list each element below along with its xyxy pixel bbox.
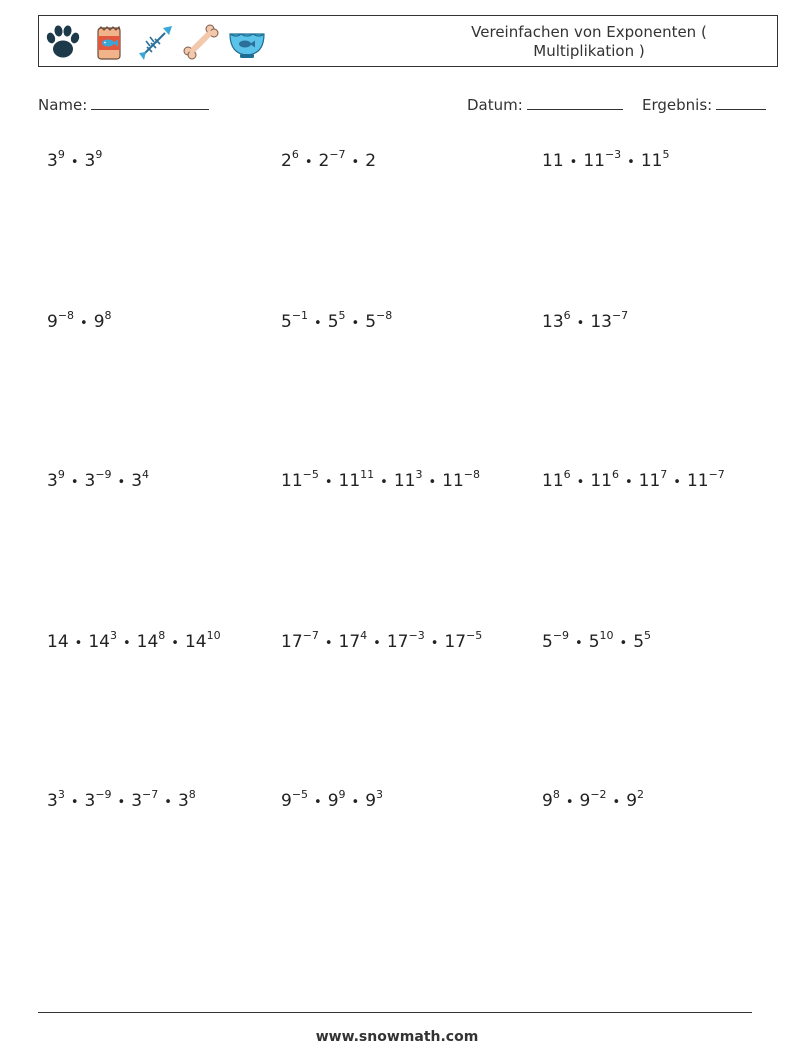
- base: 3: [131, 471, 143, 491]
- base: 3: [47, 151, 58, 171]
- exponent: −8: [57, 309, 75, 323]
- multiply-operator: •: [576, 316, 585, 331]
- base: 9: [542, 791, 553, 811]
- exponent: 2: [637, 788, 645, 802]
- problem-4: [47, 309, 112, 334]
- base: 9: [579, 791, 591, 811]
- problem-1: [47, 148, 103, 173]
- base: 9: [47, 312, 58, 332]
- power-term: [47, 468, 65, 491]
- base: 5: [542, 632, 553, 652]
- exponent: −9: [95, 788, 112, 802]
- exponent: 8: [158, 629, 166, 643]
- exponent: −7: [302, 629, 319, 643]
- base: 9: [93, 312, 105, 332]
- base: 14: [184, 632, 207, 652]
- power-term: [686, 468, 725, 491]
- multiply-operator: •: [351, 155, 360, 170]
- power-term: [638, 468, 668, 491]
- power-term: [365, 151, 376, 171]
- base: 2: [281, 151, 292, 171]
- multiply-operator: •: [624, 475, 633, 490]
- power-term: [327, 788, 346, 811]
- exponent: 9: [57, 468, 65, 482]
- exponent: −7: [708, 468, 725, 482]
- power-term: [47, 148, 65, 171]
- power-term: [338, 468, 375, 491]
- power-term: [84, 468, 112, 491]
- base: 11: [583, 151, 605, 171]
- exponent: 3: [109, 629, 117, 643]
- problem-6: [542, 309, 629, 334]
- footer-url: www.snowmath.com: [315, 1029, 479, 1045]
- multiply-operator: •: [117, 475, 126, 490]
- problem-14: [281, 788, 384, 813]
- power-term: [177, 788, 196, 811]
- base: 3: [177, 791, 189, 811]
- power-term: [131, 788, 159, 811]
- base: 5: [633, 632, 645, 652]
- exponent: −1: [291, 309, 309, 323]
- bone-icon: [181, 22, 221, 62]
- base: 17: [386, 632, 409, 652]
- base: 11: [338, 471, 361, 491]
- exponent: 10: [206, 629, 221, 643]
- base: 3: [47, 791, 58, 811]
- power-term: [93, 309, 112, 332]
- result-field: [642, 94, 766, 115]
- power-term: [281, 788, 309, 811]
- multiply-operator: •: [569, 155, 578, 170]
- name-blank: [91, 94, 209, 110]
- base: 13: [590, 312, 612, 332]
- multiply-operator: •: [314, 795, 322, 810]
- multiply-operator: •: [565, 795, 574, 810]
- base: 9: [327, 791, 339, 811]
- multiply-operator: •: [74, 636, 83, 651]
- power-term: [84, 148, 103, 171]
- base: 5: [281, 312, 292, 332]
- exponent: 6: [563, 468, 571, 482]
- base: 17: [281, 632, 303, 652]
- power-term: [626, 788, 645, 811]
- multiply-operator: •: [373, 636, 381, 651]
- power-term: [444, 629, 483, 652]
- power-term: [590, 309, 629, 332]
- base: 11: [442, 471, 464, 491]
- multiply-operator: •: [430, 636, 439, 651]
- exponent: 4: [360, 629, 368, 643]
- power-term: [365, 309, 393, 332]
- power-term: [281, 629, 319, 652]
- header-icons: [43, 20, 267, 64]
- multiply-operator: •: [351, 795, 360, 810]
- power-term: [633, 629, 652, 652]
- fish-skeleton-icon: [135, 22, 175, 62]
- power-term: [327, 309, 346, 332]
- problem-13: [47, 788, 196, 813]
- exponent: 9: [338, 788, 346, 802]
- date-label: Datum:: [467, 96, 523, 114]
- exponent: 7: [660, 468, 668, 482]
- base: 3: [84, 471, 96, 491]
- base: 11: [542, 151, 564, 171]
- worksheet-title: Vereinfachen von Exponenten ( Multiplikation ): [471, 23, 707, 60]
- base: 9: [281, 791, 292, 811]
- name-label: Name:: [38, 96, 88, 114]
- exponent: −8: [463, 468, 481, 482]
- exponent: 10: [599, 629, 614, 643]
- multiply-operator: •: [70, 475, 79, 490]
- base: 11: [393, 471, 416, 491]
- worksheet-header: [38, 15, 778, 67]
- exponent: −3: [408, 629, 425, 643]
- exponent: 5: [644, 629, 652, 643]
- base: 3: [84, 151, 96, 171]
- power-term: [281, 309, 309, 332]
- problem-2: [281, 148, 377, 173]
- power-term: [542, 151, 564, 171]
- fish-bowl-icon: [227, 22, 267, 62]
- multiply-operator: •: [70, 155, 79, 170]
- exponent: 6: [563, 309, 571, 323]
- date-field: [467, 94, 623, 115]
- exponent: −5: [302, 468, 319, 482]
- exponent: 8: [104, 309, 112, 323]
- base: 9: [365, 791, 377, 811]
- power-term: [579, 788, 607, 811]
- base: 5: [588, 632, 600, 652]
- multiply-operator: •: [324, 636, 333, 651]
- exponent: −5: [466, 629, 483, 643]
- exponent: −7: [329, 148, 346, 162]
- exponent: 3: [415, 468, 423, 482]
- multiply-operator: •: [428, 475, 437, 490]
- power-term: [184, 629, 221, 652]
- multiply-operator: •: [575, 636, 583, 651]
- power-term: [588, 629, 614, 652]
- power-term: [47, 309, 75, 332]
- problem-15: [542, 788, 645, 813]
- problem-12: [542, 629, 652, 654]
- exponent: 5: [662, 148, 670, 162]
- exponent: 9: [95, 148, 103, 162]
- result-blank: [716, 94, 766, 110]
- base: 14: [136, 632, 159, 652]
- footer-divider: [38, 1012, 752, 1013]
- problem-7: [47, 468, 150, 493]
- multiply-operator: •: [612, 795, 621, 810]
- power-term: [281, 148, 299, 171]
- multiply-operator: •: [164, 795, 172, 810]
- base: 14: [47, 632, 69, 652]
- exponent: 9: [57, 148, 65, 162]
- paw-icon: [43, 22, 83, 62]
- multiply-operator: •: [70, 795, 79, 810]
- power-term: [640, 148, 670, 171]
- power-term: [47, 632, 69, 652]
- problem-3: [542, 148, 670, 173]
- power-term: [442, 468, 481, 491]
- base: 3: [131, 791, 143, 811]
- exponent: −9: [552, 629, 570, 643]
- exponent: −8: [376, 309, 393, 323]
- base: 11: [640, 151, 663, 171]
- multiply-operator: •: [619, 636, 628, 651]
- exponent: 6: [291, 148, 299, 162]
- base: 17: [444, 632, 467, 652]
- multiply-operator: •: [80, 316, 88, 331]
- base: 11: [590, 471, 612, 491]
- base: 11: [542, 471, 564, 491]
- power-term: [365, 788, 384, 811]
- power-term: [318, 148, 346, 171]
- exponent: 8: [552, 788, 560, 802]
- power-term: [393, 468, 423, 491]
- base: 2: [318, 151, 330, 171]
- multiply-operator: •: [351, 316, 360, 331]
- power-term: [338, 629, 368, 652]
- power-term: [281, 468, 319, 491]
- base: 9: [626, 791, 638, 811]
- problem-11: [281, 629, 483, 654]
- multiply-operator: •: [304, 155, 313, 170]
- base: 13: [542, 312, 564, 332]
- base: 11: [281, 471, 303, 491]
- exponent: 5: [338, 309, 346, 323]
- power-term: [131, 468, 150, 491]
- power-term: [542, 629, 570, 652]
- problem-8: [281, 468, 481, 493]
- power-term: [542, 468, 571, 491]
- base: 17: [338, 632, 361, 652]
- multiply-operator: •: [627, 155, 635, 170]
- power-term: [136, 629, 166, 652]
- power-term: [583, 148, 622, 171]
- exponent: 3: [57, 788, 65, 802]
- problem-5: [281, 309, 393, 334]
- base: 5: [327, 312, 339, 332]
- base: 11: [638, 471, 661, 491]
- base: 3: [84, 791, 96, 811]
- problem-9: [542, 468, 725, 493]
- exponent: 6: [611, 468, 619, 482]
- multiply-operator: •: [314, 316, 322, 331]
- power-term: [386, 629, 425, 652]
- power-term: [542, 788, 560, 811]
- name-field: [38, 94, 209, 115]
- multiply-operator: •: [673, 475, 681, 490]
- base: 5: [365, 312, 377, 332]
- power-term: [84, 788, 112, 811]
- multiply-operator: •: [117, 795, 126, 810]
- multiply-operator: •: [122, 636, 131, 651]
- exponent: 8: [188, 788, 196, 802]
- exponent: −5: [291, 788, 309, 802]
- power-term: [47, 788, 65, 811]
- date-blank: [527, 94, 623, 110]
- base: 11: [686, 471, 709, 491]
- exponent: 4: [142, 468, 150, 482]
- base: 2: [365, 151, 377, 171]
- exponent: −3: [604, 148, 622, 162]
- base: 14: [88, 632, 110, 652]
- exponent: −7: [142, 788, 159, 802]
- exponent: −2: [590, 788, 607, 802]
- power-term: [590, 468, 619, 491]
- result-label: Ergebnis:: [642, 96, 713, 114]
- exponent: 11: [360, 468, 375, 482]
- power-term: [542, 309, 571, 332]
- fish-food-can-icon: [89, 22, 129, 62]
- multiply-operator: •: [576, 475, 585, 490]
- power-term: [88, 629, 117, 652]
- problem-10: [47, 629, 221, 654]
- multiply-operator: •: [171, 636, 179, 651]
- multiply-operator: •: [324, 475, 333, 490]
- multiply-operator: •: [380, 475, 388, 490]
- exponent: −7: [611, 309, 629, 323]
- exponent: 3: [376, 788, 384, 802]
- base: 3: [47, 471, 58, 491]
- exponent: −9: [95, 468, 112, 482]
